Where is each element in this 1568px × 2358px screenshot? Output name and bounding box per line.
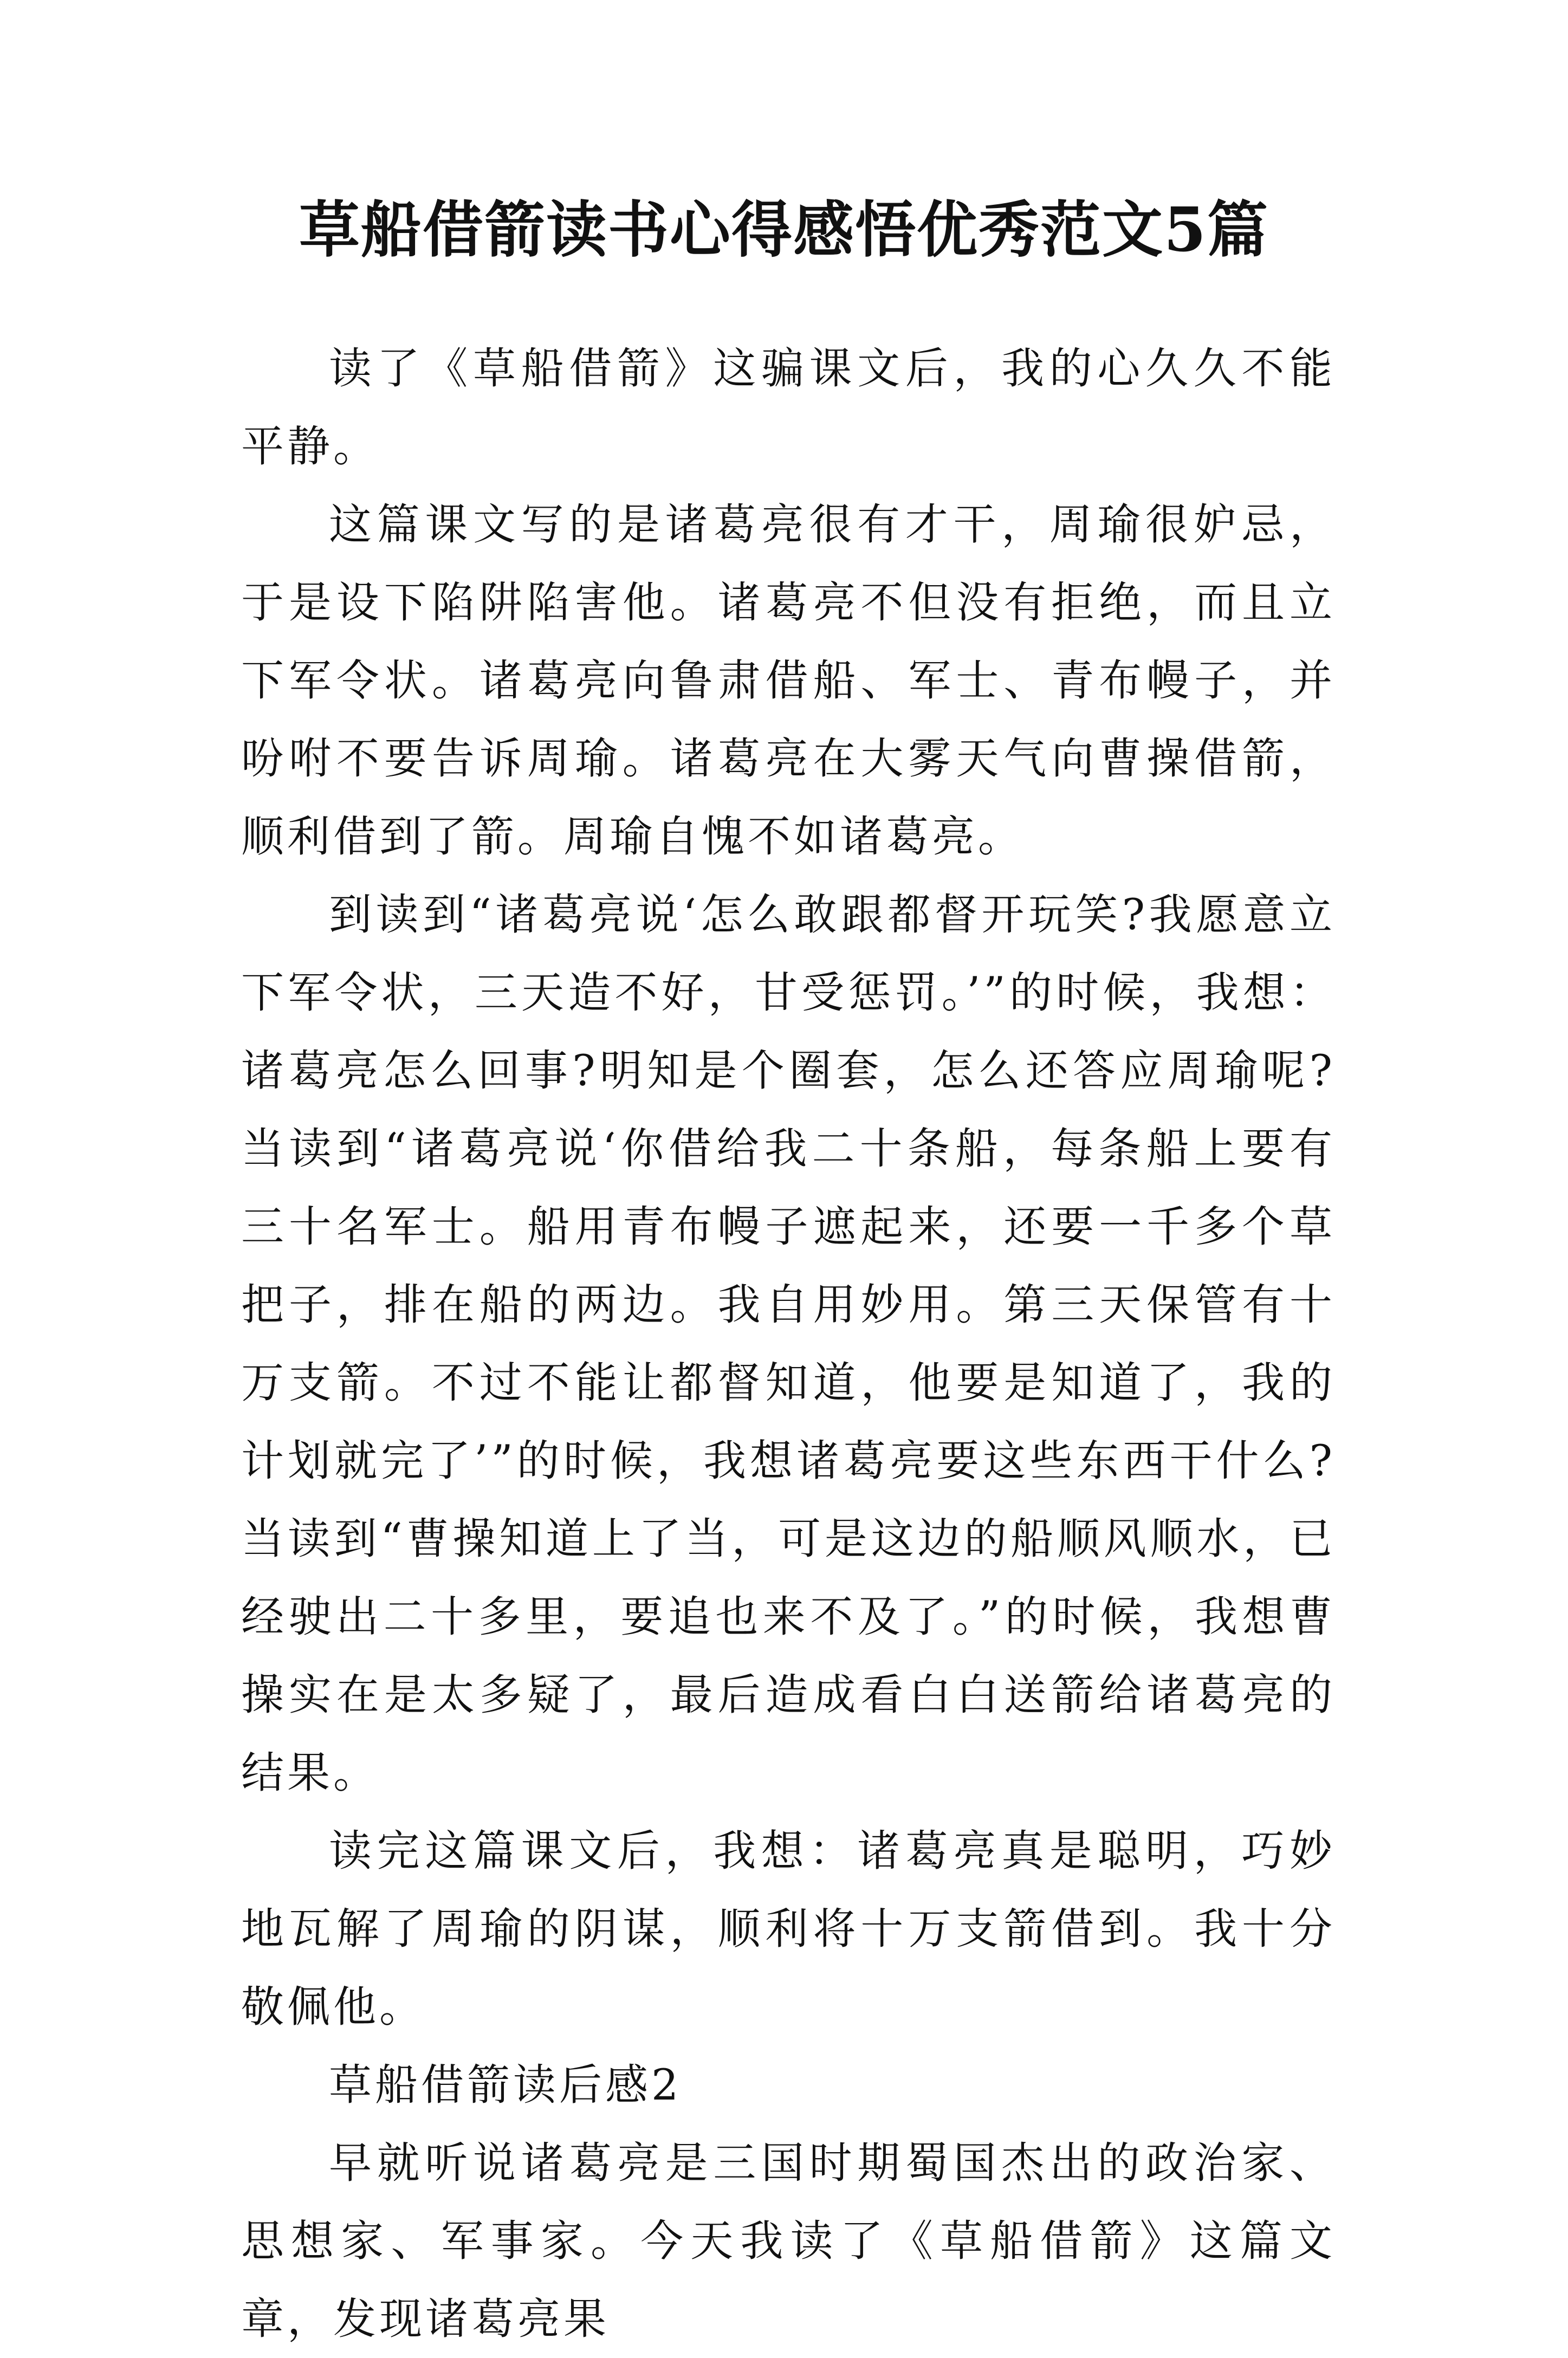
document-title: 草船借箭读书心得感悟优秀范文5篇 (299, 195, 1269, 265)
paragraph: 到读到“诸葛亮说‘怎么敢跟都督开玩笑?我愿意立下军令状，三天造不好，甘受惩罚。’”的时候，我想：诸葛亮怎么回事?明知是个圈套，怎么还答应周瑜呢?当读到“诸葛亮说‘你借给我二十条船，每条船上要有三十名军士。船用青布幔子遮起来，还要一千多个草把子，排在船的两边。我自用妙用。第三天保管有十万支箭。不过不能让都督知道，他要是知道了，我的计划就完了’”的时候，我想诸葛亮要这些东西干什么?当读到“曹操知道上了当，可是这边的船顺风顺水，已经驶出二十多里，要追也来不及了。”的时候，我想曹操实在是太多疑了，最后造成看白白送箭给诸葛亮的结果。 (241, 890, 1336, 1798)
paragraph: 读了《草船借箭》这骗课文后，我的心久久不能平静。 (241, 344, 1336, 471)
section-heading: 草船借箭读后感2 (329, 2060, 682, 2110)
document-body (241, 329, 1336, 2358)
paragraph: 这篇课文写的是诸葛亮很有才干，周瑜很妒忌，于是设下陷阱陷害他。诸葛亮不但没有拒绝，而且立下军令状。诸葛亮向鲁肃借船、军士、青布幔子，并吩咐不要告诉周瑜。诸葛亮在大雾天气向曹操借箭，顺利借到了箭。周瑜自愧不如诸葛亮。 (241, 500, 1336, 861)
paragraph: 读完这篇课文后，我想：诸葛亮真是聪明，巧妙地瓦解了周瑜的阴谋，顺利将十万支箭借到。我十分敬佩他。 (241, 1826, 1336, 2032)
paragraph: 早就听说诸葛亮是三国时期蜀国杰出的政治家、思想家、军事家。今天我读了《草船借箭》这篇文章，发现诸葛亮果 (241, 2138, 1336, 2344)
